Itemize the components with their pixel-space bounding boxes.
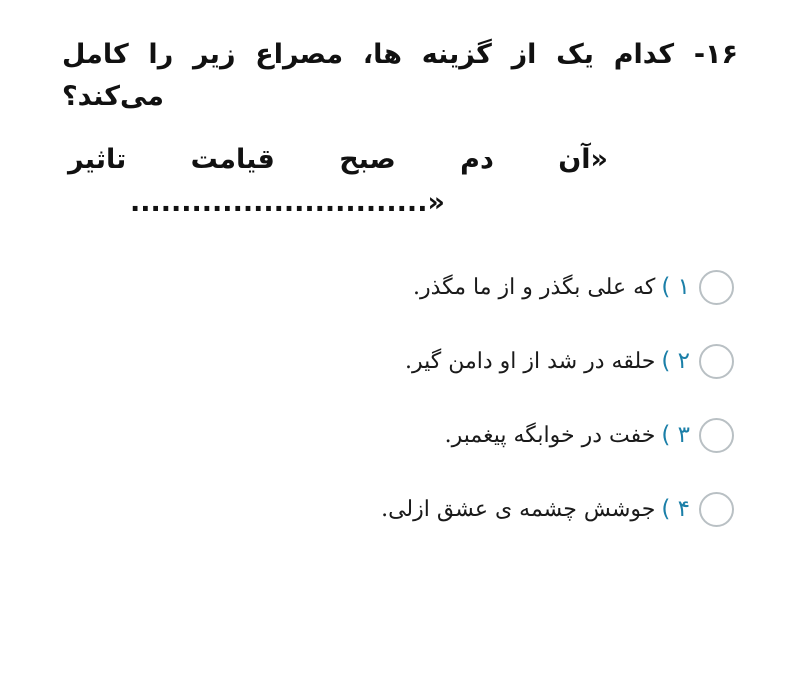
option-number: ۴ ) <box>661 496 690 523</box>
option-number: ۲ ) <box>661 348 690 375</box>
question-line-2: می‌کند؟ <box>62 80 165 112</box>
radio-button-icon[interactable] <box>699 418 734 453</box>
option-label: خفت در خوابگه پیغمبر. <box>444 422 656 448</box>
verse-line-1: «آن دم صبح قیامت تاثیر <box>68 143 608 175</box>
verse-block <box>62 140 738 224</box>
option-number: ۳ ) <box>661 422 690 449</box>
option-label: حلقه در شد از او دامن گیر. <box>405 348 656 374</box>
option-label: جوشش چشمه ی عشق ازلی. <box>381 496 656 522</box>
option-row[interactable] <box>62 324 738 398</box>
option-row[interactable] <box>62 472 738 546</box>
option-number: ۱ ) <box>661 274 690 301</box>
verse-line-2: «............................. <box>130 187 445 219</box>
option-label: که علی بگذر و از ما مگذر. <box>412 274 656 300</box>
radio-button-icon[interactable] <box>699 344 734 379</box>
radio-button-icon[interactable] <box>699 270 734 305</box>
question-line-1: ۱۶- کدام یک از گزینه ها، مصراع زیر را کامل <box>62 39 738 70</box>
option-row[interactable] <box>62 250 738 324</box>
options-list <box>62 250 738 546</box>
radio-button-icon[interactable] <box>699 492 734 527</box>
option-row[interactable] <box>62 398 738 472</box>
question-text <box>62 34 738 118</box>
